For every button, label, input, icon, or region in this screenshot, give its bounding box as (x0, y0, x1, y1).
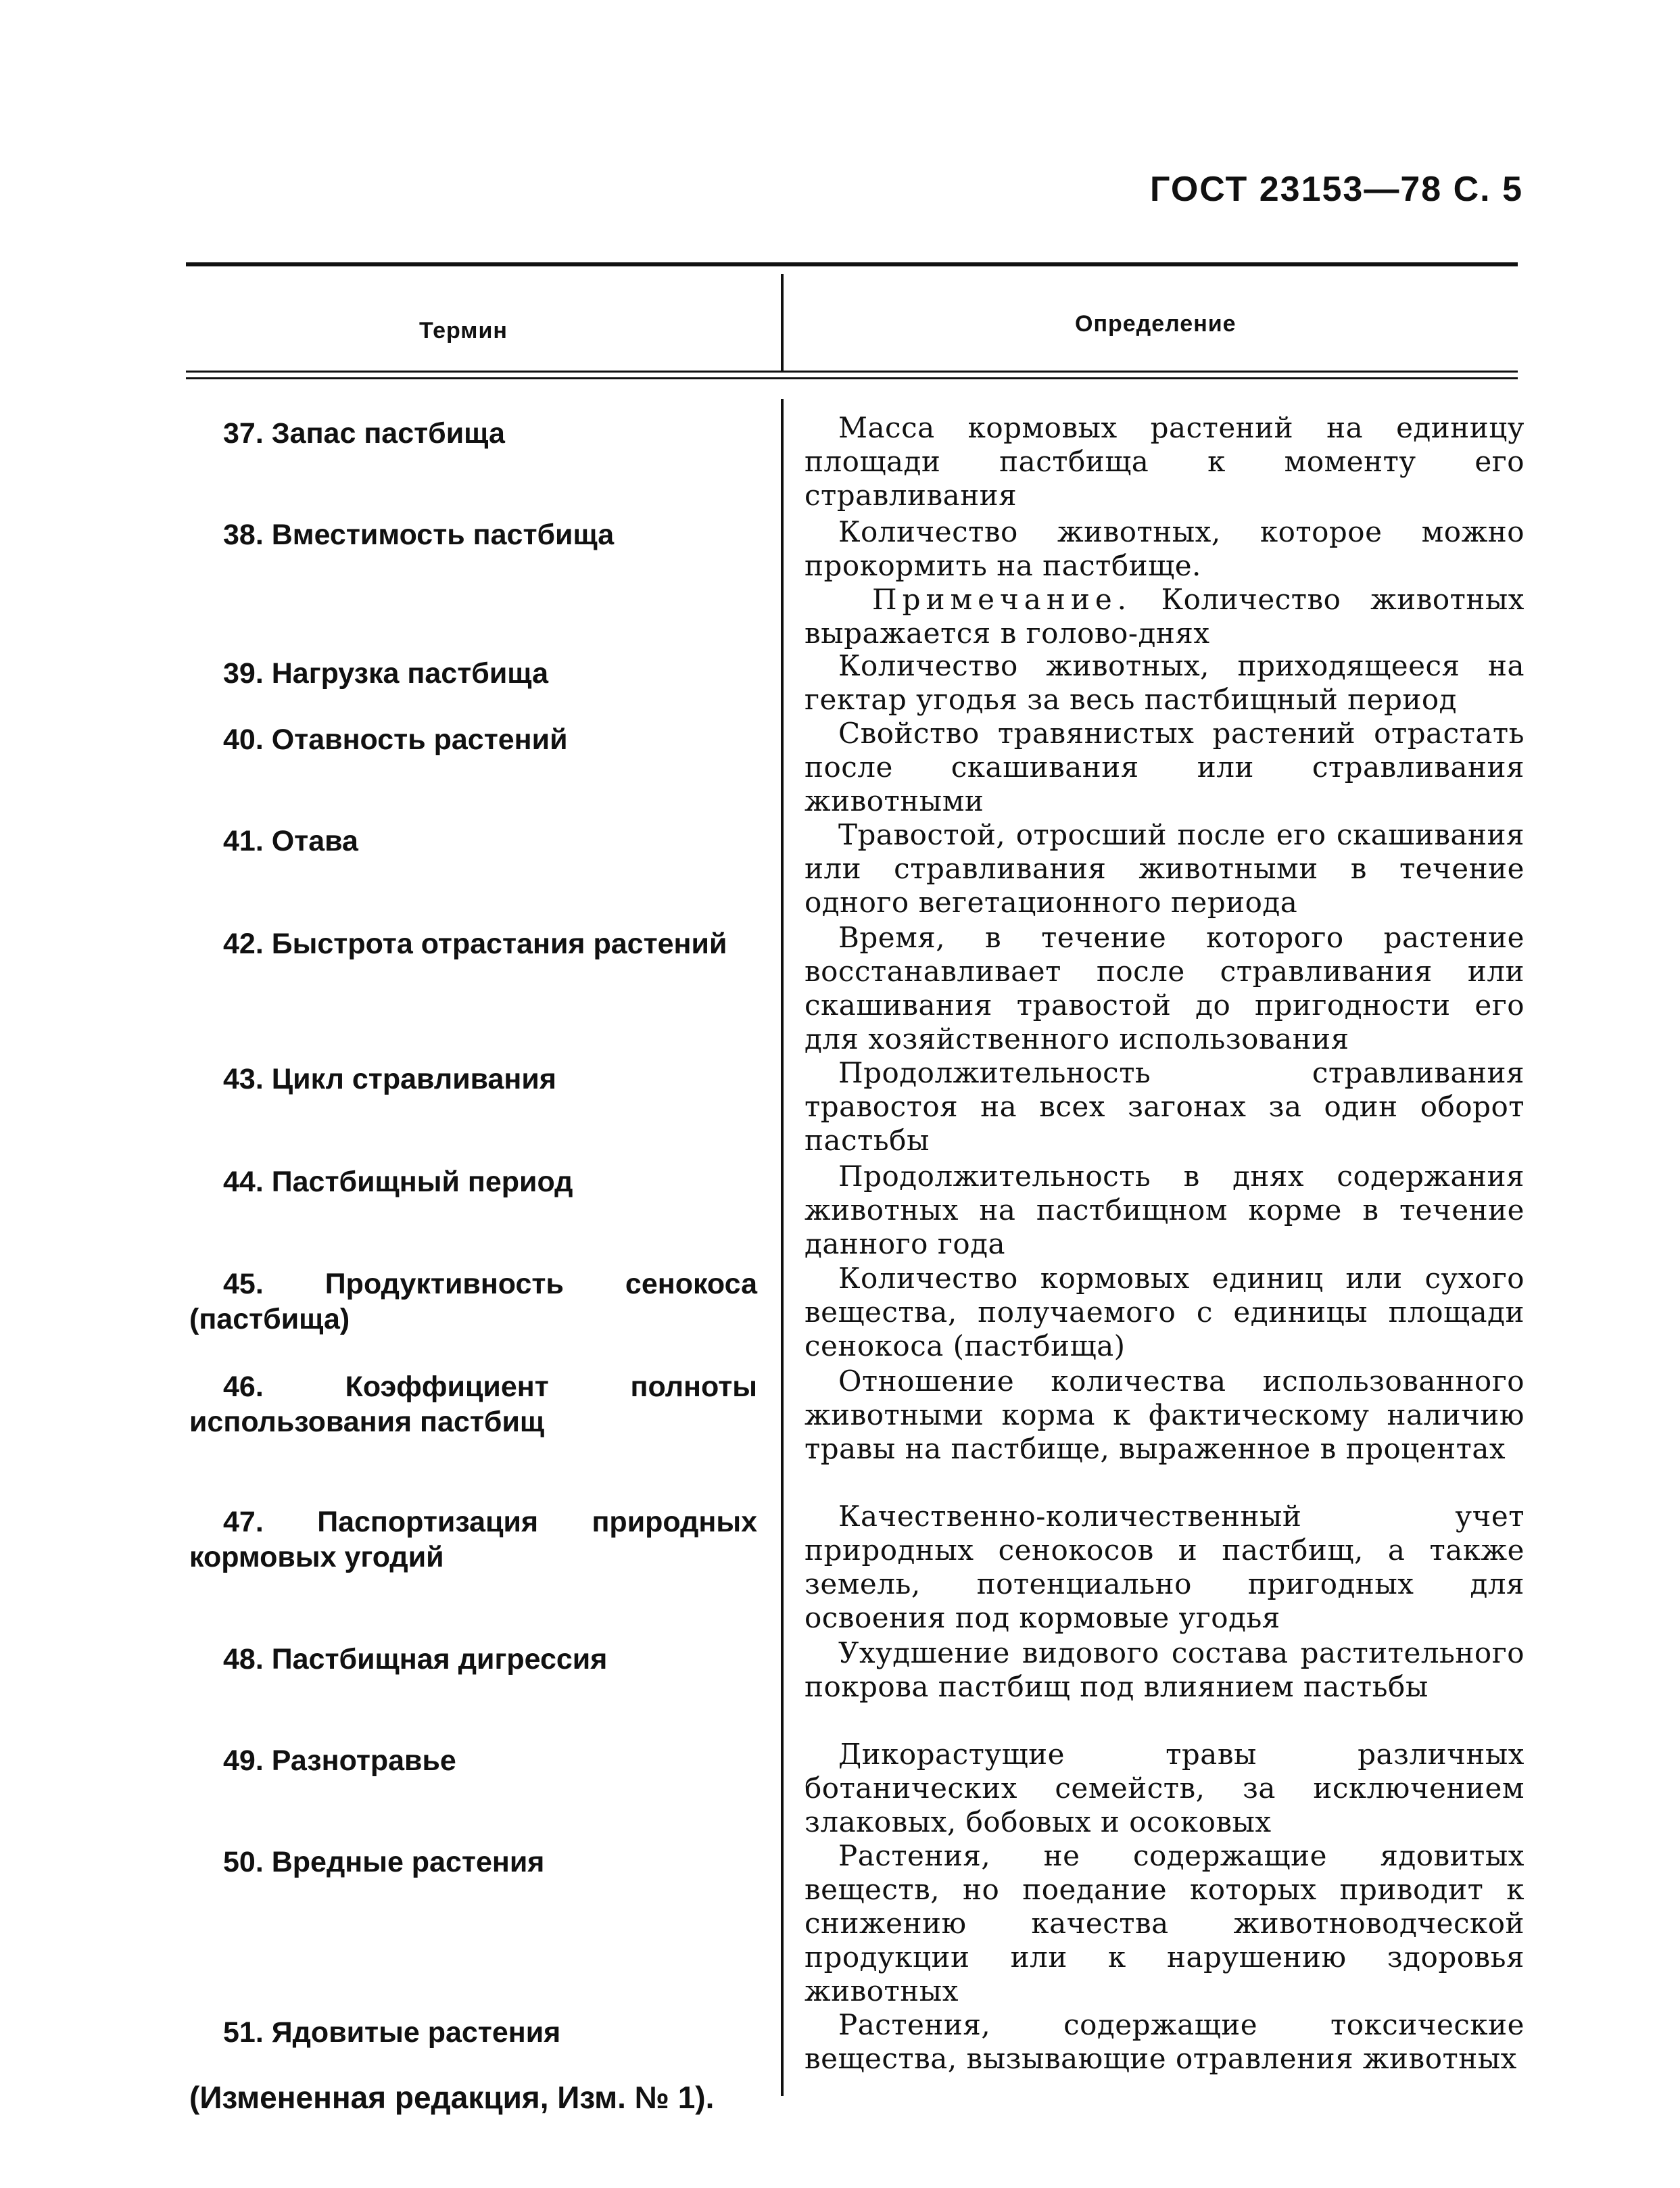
column-header-term: Термин (419, 318, 508, 343)
definition-47: Качественно-количественный учет природных сенокосов и пастбищ, а также земель, потенциально пригодных для освоения под кормовые угодья (805, 1500, 1525, 1634)
definition-40: Свойство травянистых растений отрастать после скашивания или стравливания животными (805, 717, 1525, 817)
definition-37: Масса кормовых растений на единицу площади пастбища к моменту его стравливания (805, 411, 1525, 512)
definition-39: Количество животных, приходящееся на гектар угодья за весь пастбищный период (805, 649, 1525, 716)
amendment-note: (Измененная редакция, Изм. № 1). (189, 2080, 715, 2115)
definition-41: Травостой, отросший после его скашивания или стравливания животными в течение одного вегетационного периода (805, 818, 1525, 919)
definition-43: Продолжительность стравливания травостоя на всех загонах за один оборот пастьбы (805, 1056, 1525, 1157)
definition-46: Отношение количества использованного животными корма к фактическому наличию травы на пастбище, выраженное в процентах (805, 1364, 1525, 1465)
table-header-rule (186, 371, 1518, 373)
definition-45: Количество кормовых единиц или сухого вещества, получаемого с единицы площади сенокоса (пастбища) (805, 1262, 1525, 1362)
definition-51: Растения, содержащие токсические вещества, вызывающие отравления животных (805, 2008, 1525, 2075)
column-header-definition: Определение (1075, 311, 1237, 337)
term-40: 40. Отавность растений (223, 723, 568, 756)
term-48: 48. Пастбищная дигрессия (223, 1643, 608, 1675)
table-top-rule (186, 262, 1518, 266)
term-44: 44. Пастбищный период (223, 1166, 573, 1198)
term-43: 43. Цикл стравливания (223, 1063, 556, 1095)
term-38: 38. Вместимость пастбища (223, 519, 615, 551)
note-label: Примечание. (872, 583, 1132, 616)
definition-38-note (805, 583, 1525, 650)
term-39: 39. Нагрузка пастбища (223, 657, 548, 690)
definition-50: Растения, не содержащие ядовитых веществ, но поедание которых приводит к снижению качества животноводческой продукции или к нарушению здоровья животных (805, 1839, 1525, 2007)
term-37: 37. Запас пастбища (223, 417, 505, 450)
definition-44: Продолжительность в днях содержания животных на пастбищном корме в течение данного года (805, 1160, 1525, 1260)
term-41: 41. Отава (223, 825, 358, 857)
term-42: 42. Быстрота отрастания растений (223, 928, 727, 960)
page-header: ГОСТ 23153—78 С. 5 (1150, 170, 1523, 209)
definition-42: Время, в течение которого растение восстанавливает после стравливания или скашивания травостой до пригодности его для хозяйственного использования (805, 921, 1525, 1055)
definition-48: Ухудшение видового состава растительного покрова пастбищ под влиянием пастьбы (805, 1636, 1525, 1703)
column-divider-body (781, 399, 784, 2096)
term-47: 47. Паспортизация природных кормовых угодий (189, 1506, 757, 1573)
definition-38: Количество животных, которое можно прокормить на пастбище. (805, 515, 1525, 582)
term-50: 50. Вредные растения (223, 1846, 545, 1878)
definition-49: Дикорастущие травы различных ботанических семейств, за исключением злаковых, бобовых и осоковых (805, 1738, 1525, 1838)
note-text: Количество животных выражается в голово-днях (805, 583, 1525, 650)
term-46: 46. Коэффициент полноты использования пастбищ (189, 1371, 757, 1438)
table-header-rule-2 (186, 377, 1518, 379)
term-49: 49. Разнотравье (223, 1744, 456, 1777)
term-45: 45. Продуктивность сенокоса (пастбища) (189, 1268, 757, 1335)
term-51: 51. Ядовитые растения (223, 2016, 561, 2049)
column-divider-header (781, 274, 784, 371)
